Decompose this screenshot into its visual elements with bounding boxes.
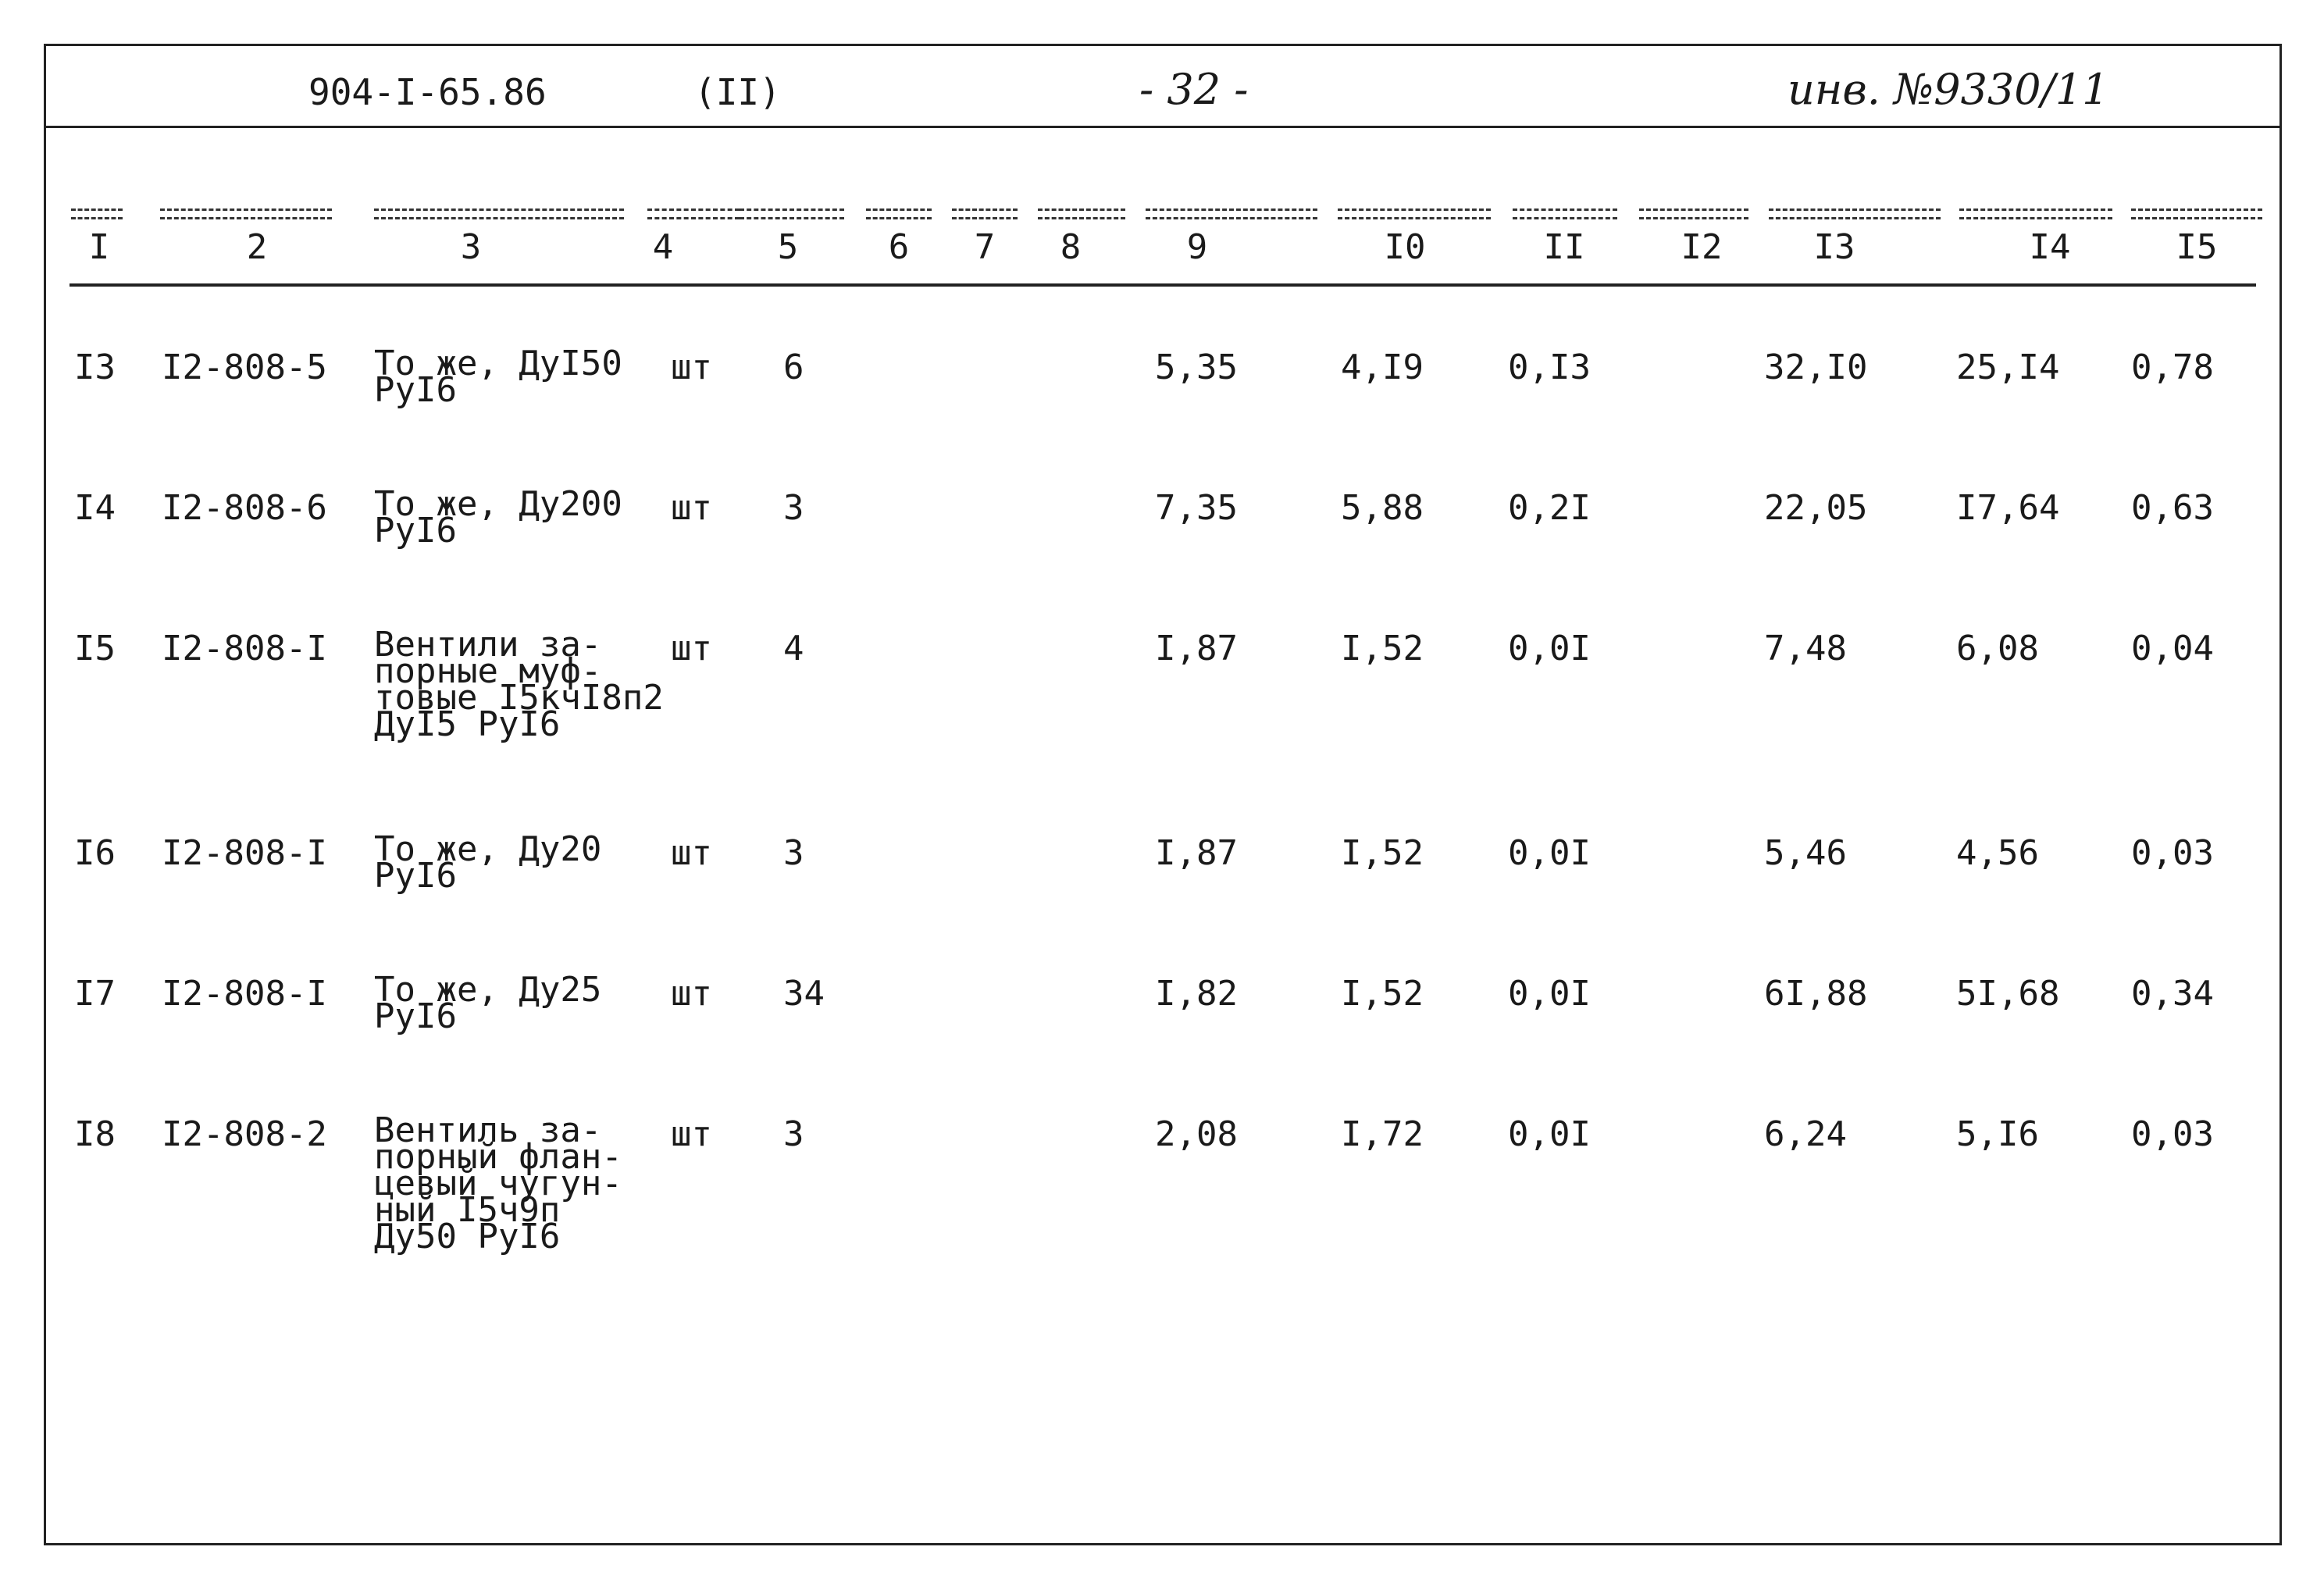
row-code: I2-808-2 xyxy=(162,1114,327,1154)
page-number: - 32 - xyxy=(1139,65,1249,114)
column-number: 8 xyxy=(1060,227,1082,267)
row-code: I2-808-I xyxy=(162,974,327,1014)
row-number: I3 xyxy=(74,347,116,387)
inventory-number: инв. №9330/11 xyxy=(1788,65,2109,114)
row-code: I2-808-I xyxy=(162,833,327,873)
row-col10: I,52 xyxy=(1341,974,1424,1014)
doc-code: 904-I-65.86 xyxy=(308,71,547,113)
row-col11: 0,0I xyxy=(1508,629,1591,668)
column-number: 4 xyxy=(652,227,674,267)
row-quantity: 3 xyxy=(783,488,804,528)
row-col9: 2,08 xyxy=(1155,1114,1238,1154)
row-col15: 0,34 xyxy=(2131,974,2214,1014)
row-name: То же, Ду25 РуI6 xyxy=(374,970,602,1036)
title-rule xyxy=(46,126,2279,128)
column-number: 5 xyxy=(777,227,799,267)
row-name: То же, Ду20 РуI6 xyxy=(374,829,602,896)
column-number: 6 xyxy=(888,227,910,267)
row-col14: 5,I6 xyxy=(1956,1114,2039,1154)
row-unit: шт xyxy=(671,1114,712,1154)
row-col15: 0,03 xyxy=(2131,833,2214,873)
row-col13: 32,I0 xyxy=(1764,347,1868,387)
row-col14: 5I,68 xyxy=(1956,974,2060,1014)
row-unit: шт xyxy=(671,347,712,387)
row-col9: I,87 xyxy=(1155,629,1238,668)
header-underline xyxy=(70,283,2256,287)
column-number: I0 xyxy=(1384,227,1426,267)
row-quantity: 3 xyxy=(783,1114,804,1154)
row-col11: 0,2I xyxy=(1508,488,1591,528)
row-col13: 6,24 xyxy=(1764,1114,1847,1154)
column-number: 7 xyxy=(974,227,996,267)
column-number: II xyxy=(1543,227,1585,267)
row-col14: 6,08 xyxy=(1956,629,2039,668)
row-col10: I,72 xyxy=(1341,1114,1424,1154)
row-col13: 22,05 xyxy=(1764,488,1868,528)
row-col10: 4,I9 xyxy=(1341,347,1424,387)
row-number: I4 xyxy=(74,488,116,528)
row-name: Вентиль за- порный флан- цевый чугун- ный I5ч9п Ду50 РуI6 xyxy=(374,1110,622,1256)
document-sheet xyxy=(44,44,2282,1545)
column-number: I3 xyxy=(1813,227,1855,267)
row-col10: I,52 xyxy=(1341,629,1424,668)
row-col15: 0,04 xyxy=(2131,629,2214,668)
row-col15: 0,03 xyxy=(2131,1114,2214,1154)
row-col14: I7,64 xyxy=(1956,488,2060,528)
column-number: I4 xyxy=(2029,227,2071,267)
row-number: I6 xyxy=(74,833,116,873)
row-col9: I,82 xyxy=(1155,974,1238,1014)
row-col13: 7,48 xyxy=(1764,629,1847,668)
row-number: I7 xyxy=(74,974,116,1014)
row-number: I8 xyxy=(74,1114,116,1154)
row-unit: шт xyxy=(671,833,712,873)
row-name: То же, ДуI50 РуI6 xyxy=(374,344,622,410)
row-name: Вентили за- порные муф- товые I5кчI8п2 ДуI5 РуI6 xyxy=(374,625,664,744)
column-number: 3 xyxy=(460,227,482,267)
row-unit: шт xyxy=(671,629,712,668)
row-col9: 7,35 xyxy=(1155,488,1238,528)
row-quantity: 34 xyxy=(783,974,825,1014)
column-number: I xyxy=(88,227,110,267)
row-code: I2-808-I xyxy=(162,629,327,668)
doc-part: (II) xyxy=(694,71,781,113)
row-col11: 0,I3 xyxy=(1508,347,1591,387)
header-rule xyxy=(46,208,2279,227)
row-col14: 25,I4 xyxy=(1956,347,2060,387)
row-col9: I,87 xyxy=(1155,833,1238,873)
row-col10: 5,88 xyxy=(1341,488,1424,528)
row-unit: шт xyxy=(671,974,712,1014)
row-col13: 6I,88 xyxy=(1764,974,1868,1014)
row-quantity: 4 xyxy=(783,629,804,668)
row-col15: 0,63 xyxy=(2131,488,2214,528)
row-quantity: 3 xyxy=(783,833,804,873)
column-number: 2 xyxy=(246,227,268,267)
row-col11: 0,0I xyxy=(1508,974,1591,1014)
row-col13: 5,46 xyxy=(1764,833,1847,873)
column-number: I5 xyxy=(2176,227,2218,267)
row-col14: 4,56 xyxy=(1956,833,2039,873)
row-col11: 0,0I xyxy=(1508,833,1591,873)
row-quantity: 6 xyxy=(783,347,804,387)
column-number: I2 xyxy=(1681,227,1723,267)
row-col10: I,52 xyxy=(1341,833,1424,873)
column-number: 9 xyxy=(1186,227,1208,267)
row-col11: 0,0I xyxy=(1508,1114,1591,1154)
row-code: I2-808-5 xyxy=(162,347,327,387)
row-col15: 0,78 xyxy=(2131,347,2214,387)
row-code: I2-808-6 xyxy=(162,488,327,528)
row-number: I5 xyxy=(74,629,116,668)
row-col9: 5,35 xyxy=(1155,347,1238,387)
row-name: То же, Ду200 РуI6 xyxy=(374,484,622,551)
row-unit: шт xyxy=(671,488,712,528)
